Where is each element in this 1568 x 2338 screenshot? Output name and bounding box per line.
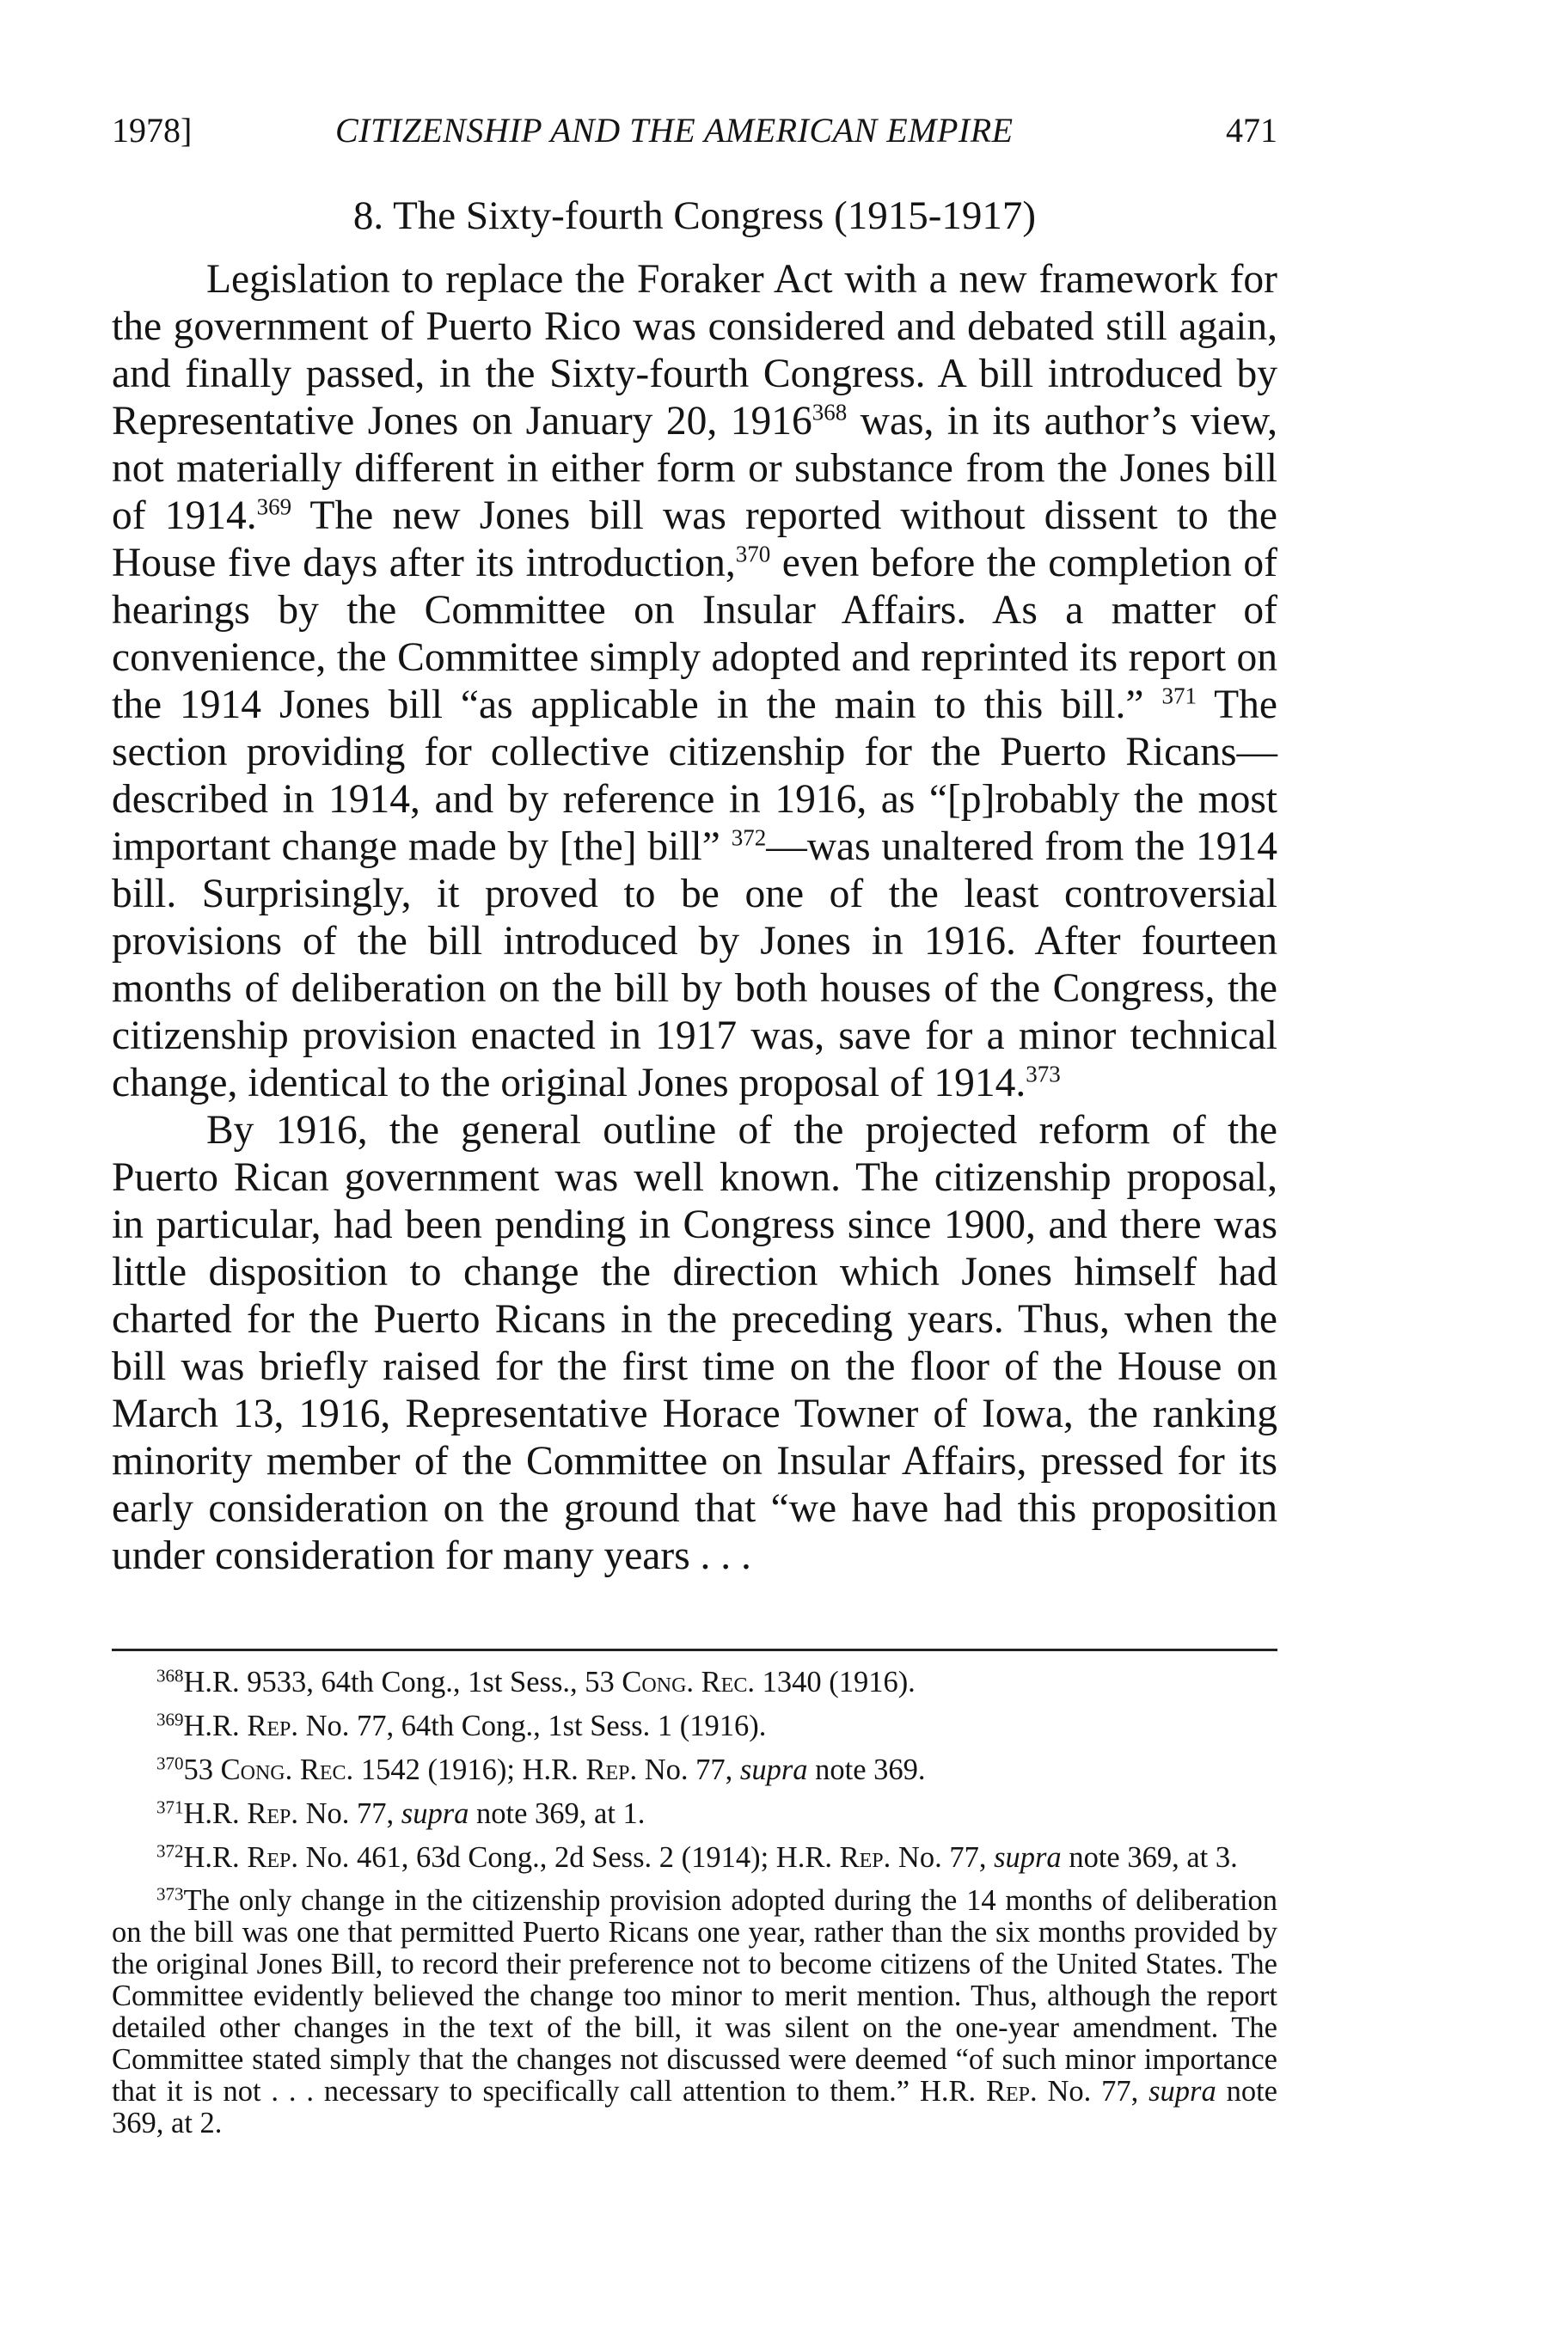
footnote-ref-371: 371 (1161, 682, 1197, 709)
footnote-text: No. 77, (891, 1841, 995, 1874)
running-header (112, 105, 1277, 156)
footnote-text: Rep. (986, 2075, 1038, 2108)
paragraph-1 (112, 256, 1277, 1107)
footnote-text: note 369. (807, 1754, 926, 1786)
footnote-text: H.R. (183, 1797, 248, 1830)
footnote-divider (112, 1649, 1277, 1651)
footnote-text: Rep. (585, 1754, 638, 1786)
footnote-text: Rep. (839, 1841, 891, 1874)
paragraph-1-text-2: was, in its author’s view, not materially different in either form or substance from the Jones bill of 1914. (112, 399, 1277, 538)
footnote-text: supra (401, 1797, 469, 1830)
footnotes (112, 1666, 1277, 2150)
footnote-368 (112, 1666, 1277, 1699)
footnote-text: No. 461, 63d Cong., 2d Sess. 2 (1914); H.R. (297, 1841, 840, 1874)
footnote-370 (112, 1754, 1277, 1787)
footnote-text: note 369, at 3. (1061, 1841, 1238, 1874)
footnote-text: 53 (183, 1754, 221, 1786)
footnote-text: Cong. Rec. (220, 1754, 354, 1786)
footnote-369 (112, 1710, 1277, 1743)
footnote-373 (112, 1885, 1277, 2139)
footnote-text: Cong. Rec. (622, 1666, 755, 1698)
footnote-number: 371 (156, 1796, 184, 1818)
paragraph-1-text-1: Legislation to replace the Foraker Act with a new framework for the government of Puerto Rico was considered and debated still again, and finally passed, in the Sixty-fourth Congress. A bill introduced by Representative Jones on January 20, 1916 (112, 257, 1277, 444)
footnote-text: supra (994, 1841, 1062, 1874)
header-title: CITIZENSHIP AND THE AMERICAN EMPIRE (335, 111, 1014, 150)
paragraph-1-text-6: —was unaltered from the 1914 bill. Surprisingly, it proved to be one of the least controversial provisions of the bill introduced by Jones in 1916. After fourteen months of deliberation on the bill by both houses of the Congress, the citizenship provision enacted in 1917 was, save for a minor technical change, identical to the original Jones proposal of 1914. (112, 824, 1277, 1105)
page-number: 471 (1226, 111, 1277, 150)
footnote-text: supra (739, 1754, 808, 1786)
footnote-ref-372: 372 (731, 824, 767, 851)
footnote-ref-370: 370 (735, 541, 771, 567)
footnote-text: H.R. (183, 1841, 248, 1874)
footnote-text: 1542 (1916); H.R. (353, 1754, 586, 1786)
footnote-ref-373: 373 (1026, 1061, 1061, 1087)
footnote-number: 372 (156, 1840, 184, 1862)
footnote-text: Rep. (247, 1710, 298, 1742)
footnote-text: note 369, at 2. (112, 2075, 1277, 2139)
footnote-text: No. 77, (297, 1797, 401, 1830)
body-text (112, 256, 1277, 1580)
footnote-text: Rep. (247, 1841, 298, 1874)
footnote-text: No. 77, (1037, 2075, 1149, 2108)
footnote-number: 373 (156, 1883, 184, 1905)
paragraph-1-text-5: The section providing for collective citizenship for the Puerto Ricans—described in 1914, and by reference in 1916, as “[p]robably the most important change made by [the] bill” (112, 682, 1277, 869)
paragraph-1-text-3: The new Jones bill was reported without dissent to the House five days after its introduction, (112, 493, 1277, 585)
footnote-371 (112, 1797, 1277, 1831)
footnote-number: 369 (156, 1709, 184, 1730)
footnote-text: H.R. 9533, 64th Cong., 1st Sess., 53 (183, 1666, 622, 1698)
footnote-number: 370 (156, 1753, 184, 1774)
footnote-number: 368 (156, 1665, 184, 1686)
footnote-ref-368: 368 (812, 399, 848, 425)
paragraph-2: By 1916, the general outline of the projected reform of the Puerto Rican government was well known. The citizenship proposal, in particular, had been pending in Congress since 1900, and there was little disposition to change the direction which Jones himself had charted for the Puerto Ricans in the preceding years. Thus, when the bill was briefly raised for the first time on the floor of the House on March 13, 1916, Representative Horace Towner of Iowa, the ranking minority member of the Committee on Insular Affairs, pressed for its early consideration on the ground that “we have had this proposition under consideration for many years . . . (112, 1108, 1277, 1578)
paragraph-1-text-4: even before the completion of hearings by the Committee on Insular Affairs. As a matter of convenience, the Committee simply adopted and reprinted its report on the 1914 Jones bill “as applicable in the main to this bill.” (112, 541, 1277, 727)
footnote-text: No. 77, 64th Cong., 1st Sess. 1 (1916). (297, 1710, 767, 1742)
footnote-372 (112, 1841, 1277, 1875)
footnote-text: Rep. (247, 1797, 298, 1830)
footnote-text: The only change in the citizenship provision adopted during the 14 months of deliberation on the bill was one that permitted Puerto Ricans one year, rather than the six months provided by the original Jones Bill, to record their preference not to become citizens of the United States. The Committee evidently believed the change too minor to merit mention. Thus, although the report detailed other changes in the text of the bill, it was silent on the one-year amendment. The Committee stated simply that the changes not discussed were deemed “of such minor importance that it is not . . . necessary to specifically call attention to them.” H.R. (112, 1884, 1277, 2108)
footnote-ref-369: 369 (256, 493, 292, 520)
footnote-text: No. 77, (637, 1754, 740, 1786)
footnote-text: H.R. (183, 1710, 248, 1742)
footnote-text: 1340 (1916). (754, 1666, 916, 1698)
footnote-text: note 369, at 1. (469, 1797, 646, 1830)
section-heading: 8. The Sixty-fourth Congress (1915-1917) (352, 193, 1037, 238)
footnote-text: supra (1148, 2075, 1216, 2108)
header-year: 1978] (112, 111, 193, 150)
